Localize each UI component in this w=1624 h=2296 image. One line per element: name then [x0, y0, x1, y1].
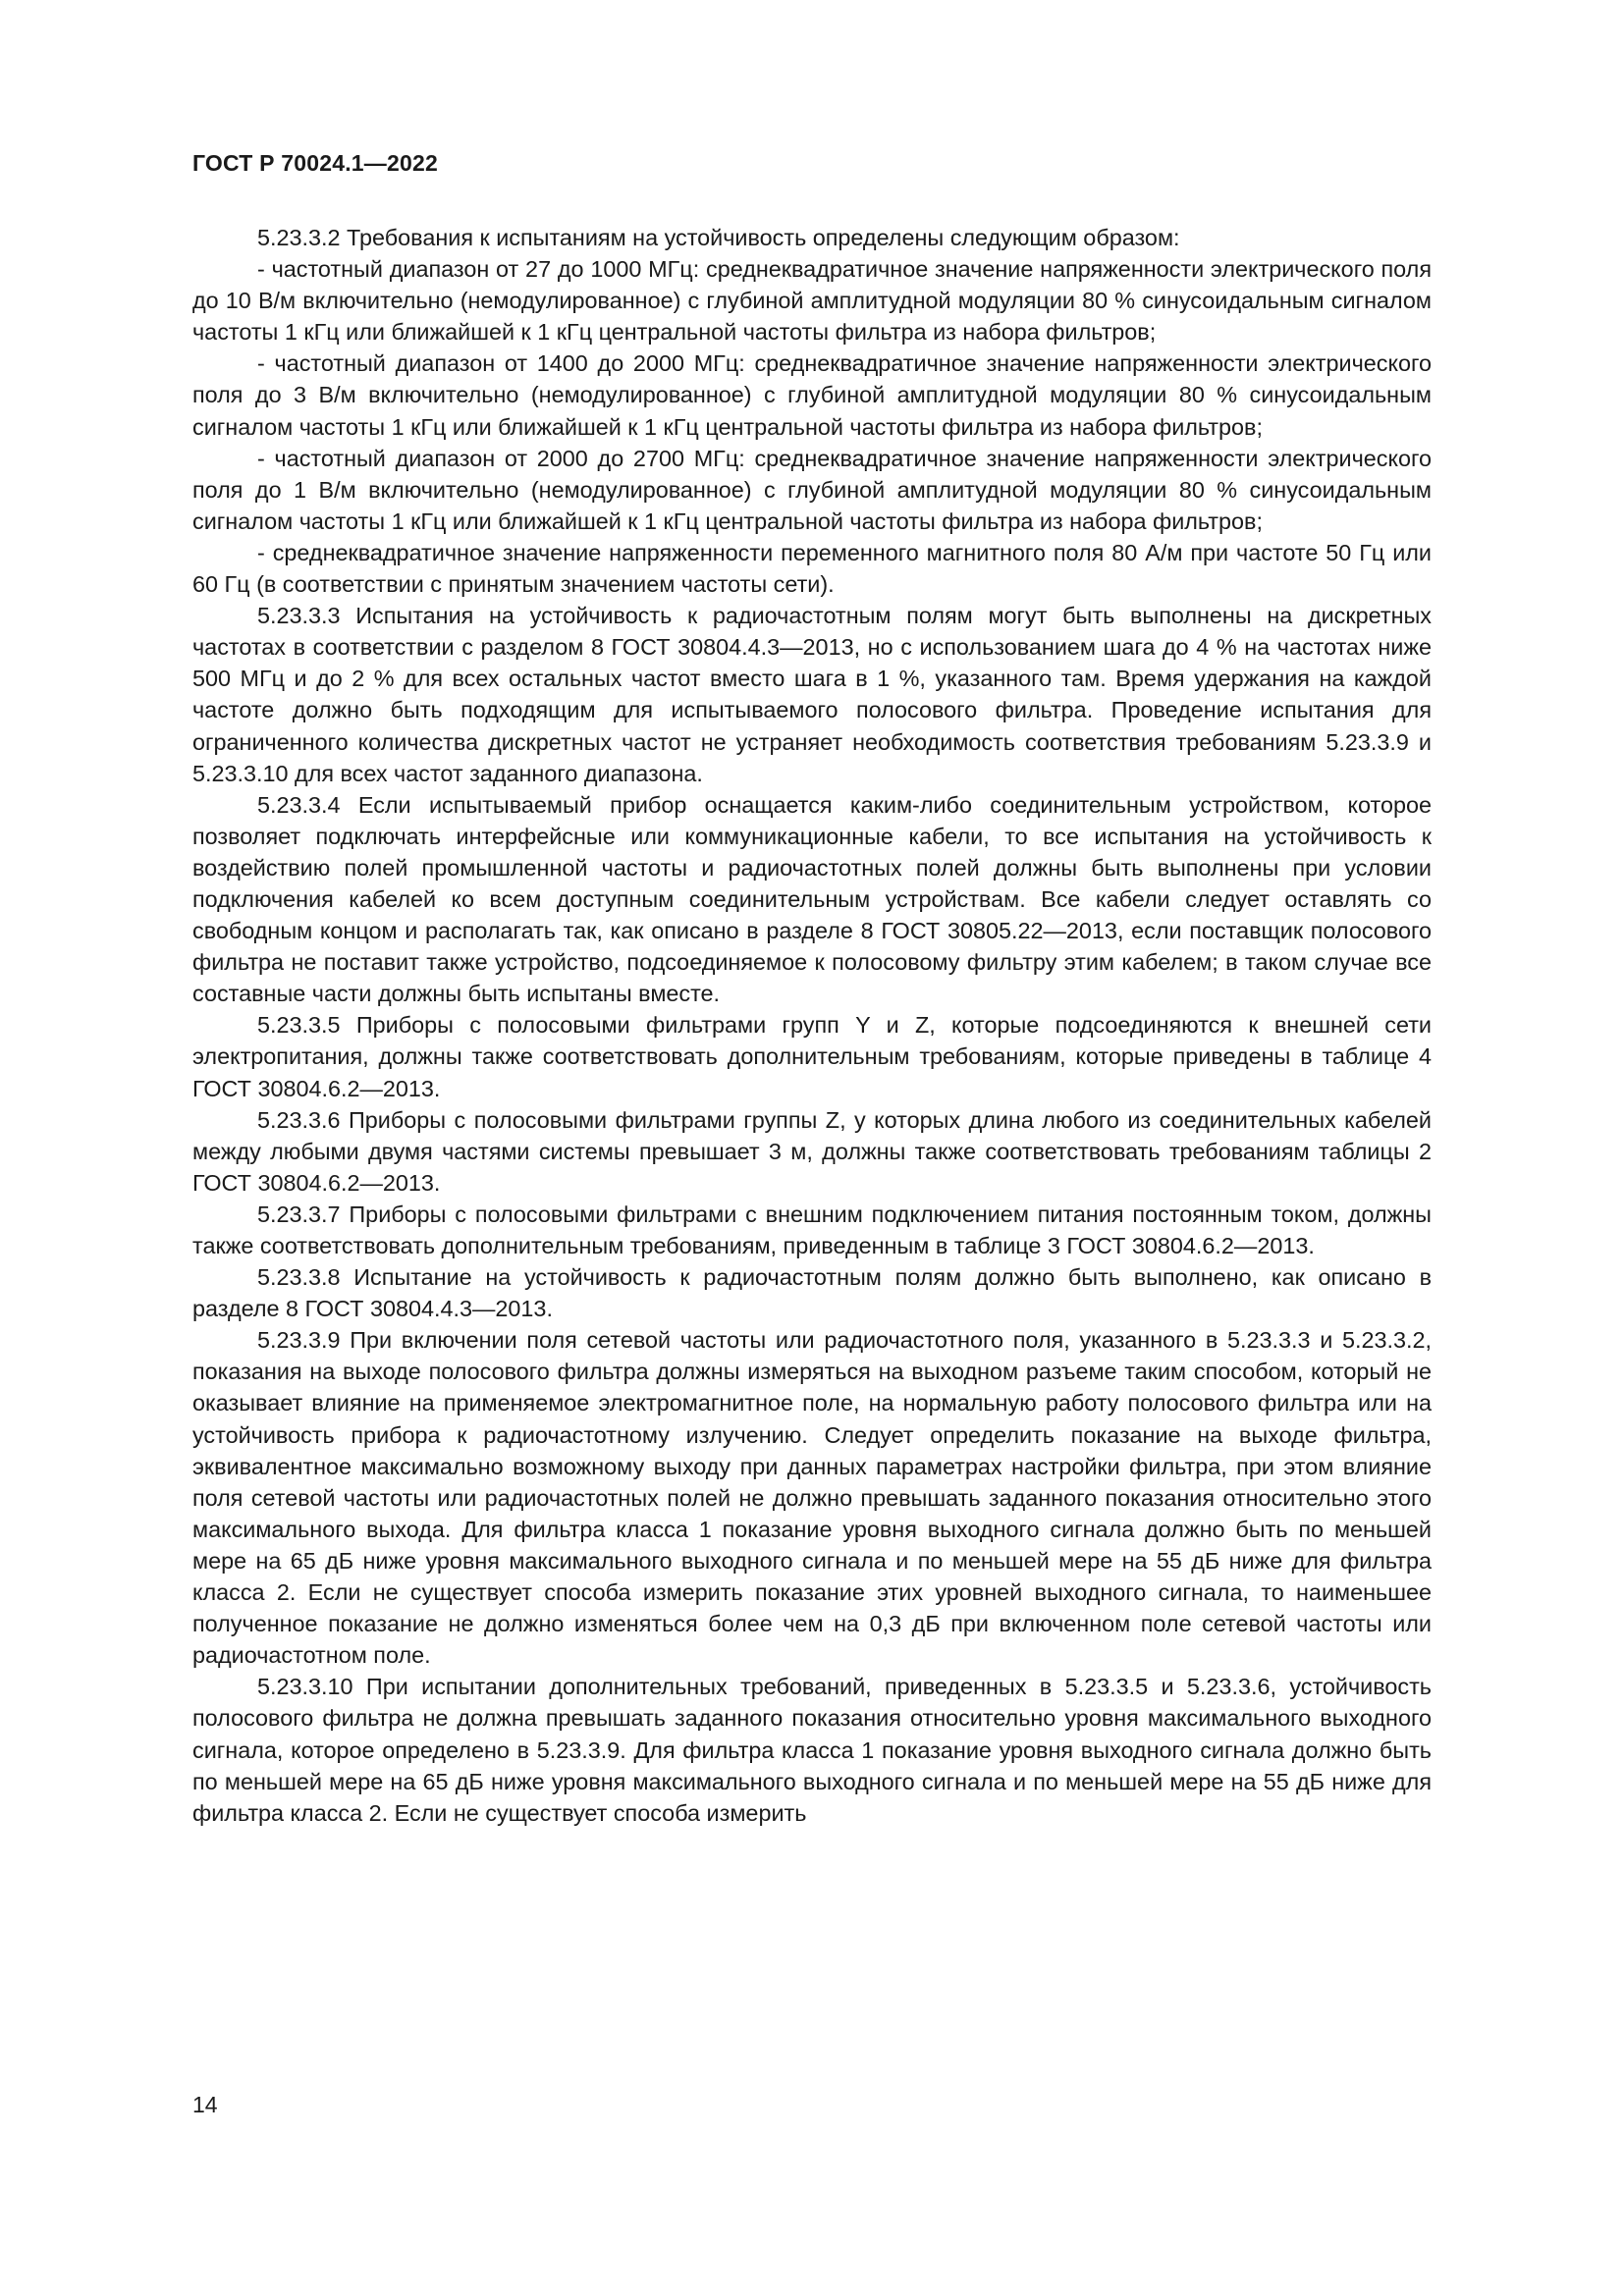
paragraph-5-23-3-4: 5.23.3.4 Если испытываемый прибор оснащается каким-либо соединительным устройством, которое позволяет подключать интерфейсные или коммуникационные кабели, то все испытания на устойчивость к воздействию полей промышленной частоты и радиочастотных полей должны быть выполнены при условии подключения кабелей ко всем доступным соединительным устройствам. Все кабели следует оставлять со свободным концом и располагать так, как описано в разделе 8 ГОСТ 30805.22—2013, если поставщик полосового фильтра не поставит также устройство, подсоединяемое к полосовому фильтру этим кабелем; в таком случае все составные части должны быть испытаны вместе.: [192, 791, 1432, 1007]
document-body: [192, 222, 1432, 1829]
paragraph-5-23-3-9: 5.23.3.9 При включении поля сетевой частоты или радиочастотного поля, указанного в 5.23.3.3 и 5.23.3.2, показания на выходе полосового фильтра должны измеряться на выходном разъеме таким способом, который не оказывает влияние на применяемое электромагнитное поле, на нормальную работу полосового фильтра или на устойчивость прибора к радиочастотному излучению. Следует определить показание на выходе фильтра, эквивалентное максимально возможному выходу при данных параметрах настройки фильтра, при этом влияние поля сетевой частоты или радиочастотных полей не должно превышать заданного показания относительно этого максимального выхода. Для фильтра класса 1 показание уровня выходного сигнала должно быть по меньшей мере на 65 дБ ниже уровня максимального выходного сигнала и по меньшей мере на 55 дБ ниже для фильтра класса 2. Если не существует способа измерить показание этих уровней выходного сигнала, то наименьшее полученное показание не должно изменяться более чем на 0,3 дБ при включенном поле сетевой частоты или радиочастотном поле.: [192, 1327, 1432, 1669]
paragraph-5-23-3-8: 5.23.3.8 Испытание на устойчивость к радиочастотным полям должно быть выполнено, как описано в разделе 8 ГОСТ 30804.4.3—2013.: [192, 1264, 1432, 1322]
page-number: 14: [192, 2092, 218, 2117]
list-item-range-2000-2700: - частотный диапазон от 2000 до 2700 МГц: среднеквадратичное значение напряженности электрического поля до 1 В/м включительно (немодулированное) с глубиной амплитудной модуляции 80 % синусоидальным сигналом частоты 1 кГц или ближайшей к 1 кГц центральной частоты фильтра из набора фильтров;: [192, 445, 1432, 534]
document-header: ГОСТ Р 70024.1—2022: [192, 150, 438, 176]
paragraph-5-23-3-10: 5.23.3.10 При испытании дополнительных требований, приведенных в 5.23.3.5 и 5.23.3.6, устойчивость полосового фильтра не должна превышать заданного показания относительно уровня максимального выходного сигнала, которое определено в 5.23.3.9. Для фильтра класса 1 показание уровня выходного сигнала должно быть по меньшей мере на 65 дБ ниже уровня максимального выходного сигнала и по меньшей мере на 55 дБ ниже для фильтра класса 2. Если не существует способа измерить: [192, 1674, 1432, 1826]
paragraph-5-23-3-3: 5.23.3.3 Испытания на устойчивость к радиочастотным полям могут быть выполнены на дискретных частотах в соответствии с разделом 8 ГОСТ 30804.4.3—2013, но с использованием шага до 4 % на частотах ниже 500 МГц и до 2 % для всех остальных частот вместо шага в 1 %, указанного там. Время удержания на каждой частоте должно быть подходящим для испытываемого полосового фильтра. Проведение испытания для ограниченного количества дискретных частот не устраняет необходимость соответствия требованиям 5.23.3.9 и 5.23.3.10 для всех частот заданного диапазона.: [192, 603, 1432, 786]
paragraph-5-23-3-2: 5.23.3.2 Требования к испытаниям на устойчивость определены следующим образом:: [257, 225, 1180, 250]
list-item-magnetic-field: - среднеквадратичное значение напряженности переменного магнитного поля 80 А/м при частоте 50 Гц или 60 Гц (в соответствии с принятым значением частоты сети).: [192, 539, 1432, 598]
list-item-range-27-1000: - частотный диапазон от 27 до 1000 МГц: среднеквадратичное значение напряженности электрического поля до 10 В/м включительно (немодулированное) с глубиной амплитудной модуляции 80 % синусоидальным сигналом частоты 1 кГц или ближайшей к 1 кГц центральной частоты фильтра из набора фильтров;: [192, 256, 1432, 346]
paragraph-5-23-3-6: 5.23.3.6 Приборы с полосовыми фильтрами группы Z, у которых длина любого из соединительных кабелей между любыми двумя частями системы превышает 3 м, должны также соответствовать требованиям таблицы 2 ГОСТ 30804.6.2—2013.: [192, 1106, 1432, 1196]
paragraph-5-23-3-7: 5.23.3.7 Приборы с полосовыми фильтрами с внешним подключением питания постоянным током, должны также соответствовать дополнительным требованиям, приведенным в таблице 3 ГОСТ 30804.6.2—2013.: [192, 1201, 1432, 1258]
paragraph-5-23-3-5: 5.23.3.5 Приборы с полосовыми фильтрами групп Y и Z, которые подсоединяются к внешней сети электропитания, должны также соответствовать дополнительным требованиям, которые приведены в таблице 4 ГОСТ 30804.6.2—2013.: [192, 1012, 1432, 1101]
list-item-range-1400-2000: - частотный диапазон от 1400 до 2000 МГц: среднеквадратичное значение напряженности электрического поля до 3 В/м включительно (немодулированное) с глубиной амплитудной модуляции 80 % синусоидальным сигналом частоты 1 кГц или ближайшей к 1 кГц центральной частоты фильтра из набора фильтров;: [192, 350, 1432, 440]
